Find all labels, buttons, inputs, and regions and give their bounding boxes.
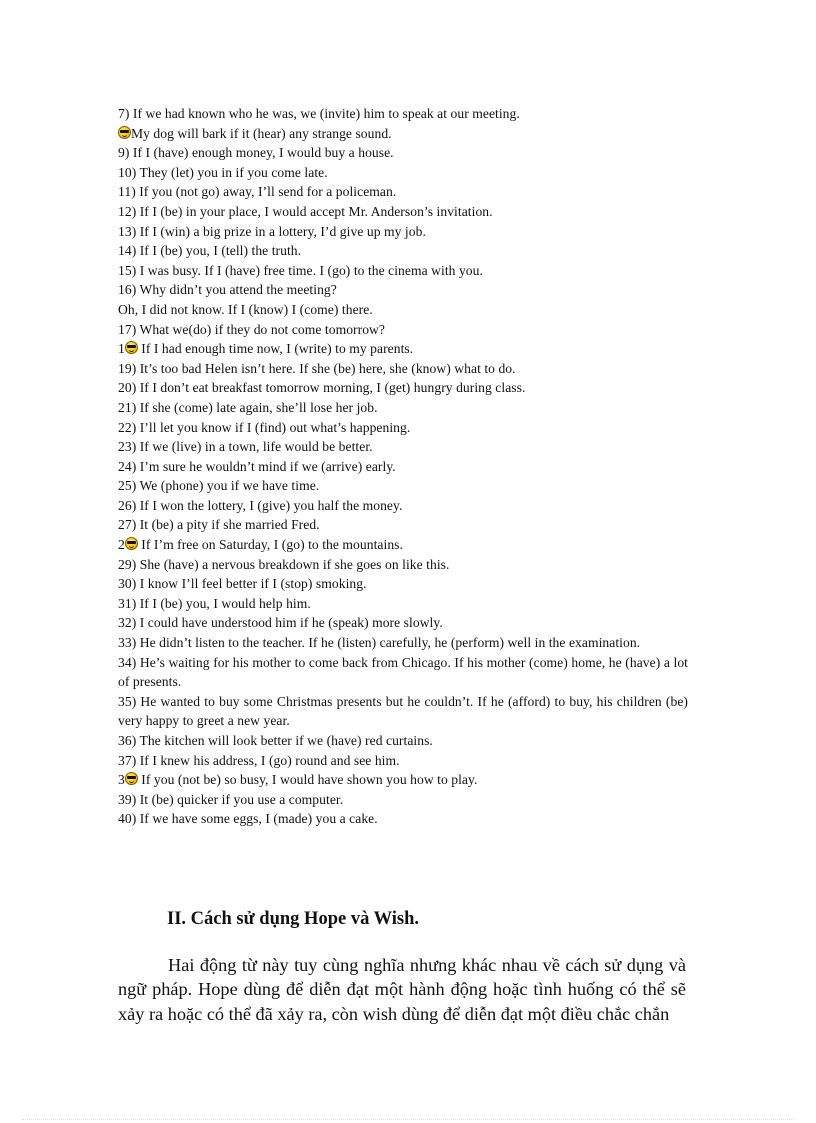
cool-smiley-icon (118, 126, 131, 139)
exercise-line (118, 163, 688, 183)
exercise-line (118, 280, 688, 300)
exercise-text: 27) It (be) a pity if she married Fred. (118, 517, 320, 533)
exercise-text: 34) He’s waiting for his mother to come back from Chicago. If his mother (come) home, he (have) a lot of presents. (118, 654, 688, 690)
exercise-line (118, 515, 688, 535)
exercise-text: 36) The kitchen will look better if we (have) red curtains. (118, 733, 433, 748)
exercise-text: 12) If I (be) in your place, I would accept Mr. Anderson’s invitation. (118, 203, 493, 219)
section-paragraph (118, 953, 686, 1026)
exercise-line (118, 320, 688, 340)
exercise-text: 9) If I (have) enough money, I would buy a house. (118, 145, 394, 161)
exercise-line (118, 653, 688, 692)
exercise-line (118, 555, 688, 575)
exercise-text: 31) If I (be) you, I would help him. (118, 595, 311, 611)
exercise-text: 29) She (have) a nervous breakdown if she goes on like this. (118, 556, 450, 572)
exercise-text: 14) If I (be) you, I (tell) the truth. (118, 243, 302, 259)
exercise-text: 15) I was busy. If I (have) free time. I (go) to the cinema with you. (118, 262, 483, 278)
exercise-text: 26) If I won the lottery, I (give) you half the money. (118, 497, 403, 513)
exercise-text: 35) He wanted to buy some Christmas presents but he couldn’t. If he (afford) to buy, his children (be) very happy to greet a new year. (118, 693, 688, 729)
exercise-text: 24) I’m sure he wouldn’t mind if we (arrive) early. (118, 458, 396, 474)
section-heading: II. Cách sử dụng Hope và Wish. (167, 909, 420, 929)
cool-smiley-icon (125, 772, 138, 785)
exercise-line (118, 613, 688, 633)
exercise-line (118, 418, 688, 438)
exercise-text: 33) He didn’t listen to the teacher. If he (listen) carefully, he (perform) well in the examination. (118, 635, 641, 651)
exercise-text: My dog will bark if it (hear) any strange sound. (131, 125, 392, 141)
exercise-text: 21) If she (come) late again, she’ll lose her job. (118, 399, 378, 415)
exercise-text: 30) I know I’ll feel better if I (stop) smoking. (118, 576, 367, 592)
exercise-text: 22) I’ll let you know if I (find) out what’s happening. (118, 419, 411, 435)
exercise-text: Oh, I did not know. If I (know) I (come) there. (118, 301, 373, 317)
exercise-text: If you (not be) so busy, I would have shown you how to play. (137, 772, 478, 788)
exercise-line (118, 339, 688, 359)
cool-smiley-icon (125, 341, 138, 354)
exercise-text: 39) It (be) quicker if you use a computer. (118, 791, 344, 807)
exercise-text: 10) They (let) you in if you come late. (118, 164, 328, 180)
exercise-line (118, 633, 688, 653)
exercise-line (118, 496, 688, 516)
exercise-text: If I had enough time now, I (write) to my parents. (137, 341, 414, 357)
exercise-text: 19) It’s too bad Helen isn’t here. If she (be) here, she (know) what to do. (118, 360, 516, 376)
exercise-text: 16) Why didn’t you attend the meeting? (118, 282, 337, 298)
exercise-line (118, 692, 688, 731)
exercise-text: If I’m free on Saturday, I (go) to the mountains. (137, 537, 403, 553)
exercise-line (118, 790, 688, 810)
exercise-line (118, 261, 688, 281)
exercise-text: 17) What we(do) if they do not come tomorrow? (118, 321, 386, 337)
exercise-line (118, 770, 688, 790)
exercise-text: 32) I could have understood him if he (speak) more slowly. (118, 615, 443, 631)
exercise-line (118, 300, 688, 320)
exercise-text: 23) If we (live) in a town, life would be better. (118, 439, 373, 455)
exercise-line (118, 202, 688, 222)
exercise-line (118, 731, 688, 751)
exercise-line (118, 182, 688, 202)
exercise-line (118, 241, 688, 261)
exercise-line (118, 222, 688, 242)
exercise-line (118, 378, 688, 398)
exercise-line (118, 104, 688, 124)
exercise-line (118, 594, 688, 614)
exercise-text: 40) If we have some eggs, I (made) you a cake. (118, 811, 378, 827)
exercise-line (118, 437, 688, 457)
exercise-line (118, 457, 688, 477)
exercise-text: 13) If I (win) a big prize in a lottery, I’d give up my job. (118, 223, 426, 239)
exercise-line (118, 574, 688, 594)
paragraph-text: Hai động từ này tuy cùng nghĩa nhưng khác nhau về cách sử dụng và ngữ pháp. Hope dùng để diễn đạt một hành động hoặc tình huống có thể sẽ xảy ra hoặc có thể đã xảy ra, còn wish dùng để diễn đạt một điều chắc chắn (118, 955, 686, 1024)
exercise-number-prefix: 2 (118, 537, 125, 553)
exercise-text: 25) We (phone) you if we have time. (118, 478, 320, 494)
exercise-line (118, 398, 688, 418)
page-bottom-border (22, 1119, 794, 1120)
exercise-line (118, 809, 688, 829)
cool-smiley-icon (125, 537, 138, 550)
exercise-number-prefix: 3 (118, 772, 125, 788)
exercise-line (118, 535, 688, 555)
exercise-line (118, 476, 688, 496)
exercise-line (118, 124, 688, 144)
exercise-line (118, 359, 688, 379)
exercise-text: 7) If we had known who he was, we (invite) him to speak at our meeting. (118, 106, 520, 121)
exercise-text: 20) If I don’t eat breakfast tomorrow morning, I (get) hungry during class. (118, 380, 526, 396)
exercise-list (118, 104, 688, 829)
exercise-text: 11) If you (not go) away, I’ll send for a policeman. (118, 184, 397, 200)
exercise-line (118, 143, 688, 163)
exercise-line (118, 751, 688, 771)
exercise-text: 37) If I knew his address, I (go) round and see him. (118, 752, 400, 768)
exercise-number-prefix: 1 (118, 341, 125, 357)
